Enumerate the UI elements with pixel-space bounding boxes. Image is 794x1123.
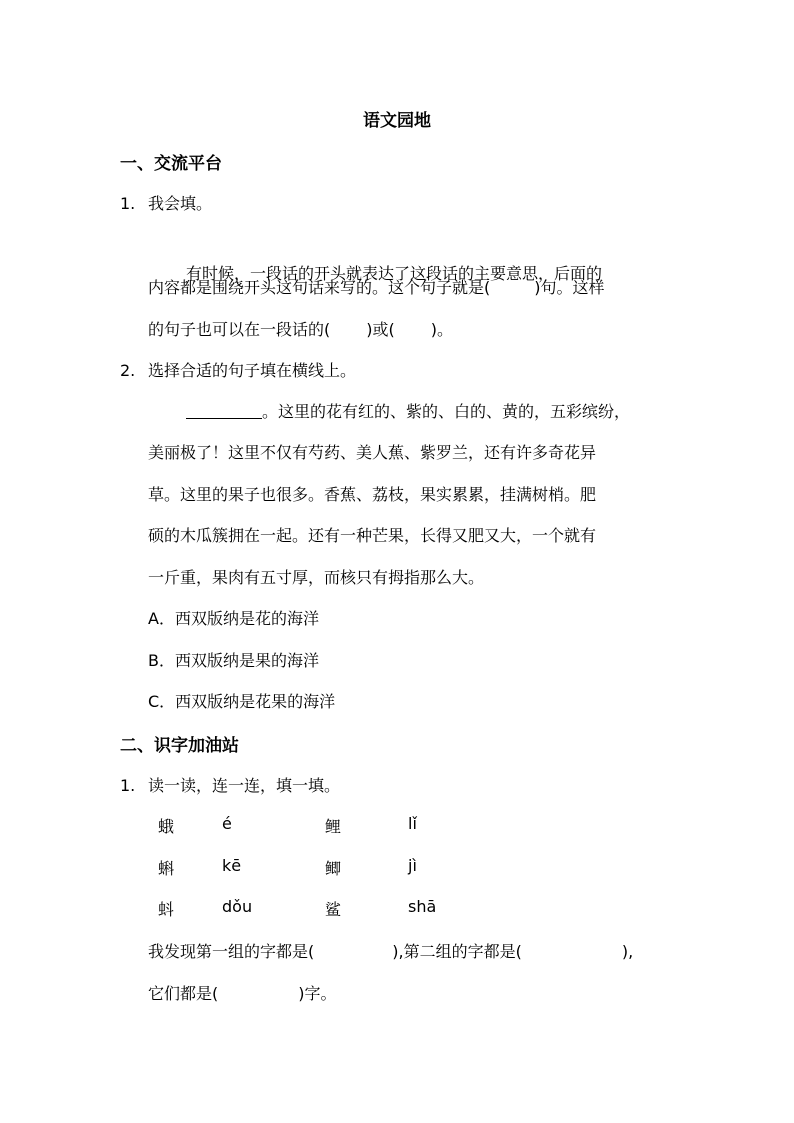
pinyin-item[interactable]: jì: [408, 856, 417, 875]
question-text: 读一读，连一连，填一填。: [148, 776, 341, 795]
text-segment: ),第二组的字都是(: [392, 942, 522, 961]
question-text: 我会填。: [148, 194, 213, 213]
pinyin-item[interactable]: é: [222, 814, 232, 833]
option-a[interactable]: A．西双版纳是花的海洋: [148, 609, 319, 628]
paragraph-line: 有时候，一段话的开头就表达了这段话的主要意思，后面的: [186, 264, 603, 283]
text-segment: 它们都是(: [148, 984, 219, 1003]
text-segment: )句。这样: [534, 278, 605, 297]
section-heading-literacy: 二、识字加油站: [120, 736, 239, 756]
char-item[interactable]: 鲤: [325, 817, 342, 836]
text-segment: 我发现第一组的字都是(: [148, 942, 315, 961]
pinyin-item[interactable]: lǐ: [408, 814, 417, 833]
passage-line: 一斤重，果肉有五寸厚，而核只有拇指那么大。: [148, 568, 485, 587]
passage-line-with-underline: [186, 399, 630, 422]
char-item[interactable]: 鲫: [325, 859, 342, 878]
question-1-prompt: [120, 191, 212, 214]
text-segment: 内容都是围绕开头这句话来写的。这个句子就是(: [148, 278, 491, 297]
paragraph-line-with-blanks: [148, 317, 453, 340]
fill-sentence: [148, 939, 633, 962]
text-segment: )或(: [366, 320, 395, 339]
pinyin-item[interactable]: kē: [222, 856, 242, 875]
char-item[interactable]: 蛾: [158, 817, 175, 836]
char-item[interactable]: 蚪: [158, 900, 175, 919]
char-item[interactable]: 鲨: [325, 900, 342, 919]
char-item[interactable]: 蝌: [158, 859, 175, 878]
option-b[interactable]: B．西双版纳是果的海洋: [148, 651, 319, 670]
text-segment: )。: [430, 320, 453, 339]
passage-line: 草。这里的果子也很多。香蕉、荔枝，果实累累，挂满树梢。肥: [148, 485, 597, 504]
question-1-prompt: [120, 773, 340, 796]
text-segment: ),: [621, 942, 634, 961]
question-number: 2.: [120, 361, 136, 380]
question-number: 1.: [120, 776, 136, 795]
passage-line: 美丽极了！这里不仅有芍药、美人蕉、紫罗兰，还有许多奇花异: [148, 443, 597, 462]
text-segment: 的句子也可以在一段话的(: [148, 320, 331, 339]
fill-sentence: [148, 981, 337, 1004]
text-segment: 。这里的花有红的、紫的、白的、黄的，五彩缤纷，: [262, 402, 631, 421]
passage-line: 硕的木瓜簇拥在一起。还有一种芒果，长得又肥又大，一个就有: [148, 526, 597, 545]
paragraph-line-with-blank: [148, 275, 605, 298]
fill-underline[interactable]: [186, 404, 262, 419]
page-title: 语文园地: [363, 111, 431, 131]
question-text: 选择合适的句子填在横线上。: [148, 361, 357, 380]
pinyin-item[interactable]: dǒu: [222, 897, 253, 916]
section-heading-exchange: 一、交流平台: [120, 154, 222, 174]
option-c[interactable]: C．西双版纳是花果的海洋: [148, 692, 336, 711]
question-number: 1.: [120, 194, 136, 213]
question-2-prompt: [120, 358, 356, 381]
pinyin-item[interactable]: shā: [408, 897, 437, 916]
text-segment: )字。: [298, 984, 337, 1003]
